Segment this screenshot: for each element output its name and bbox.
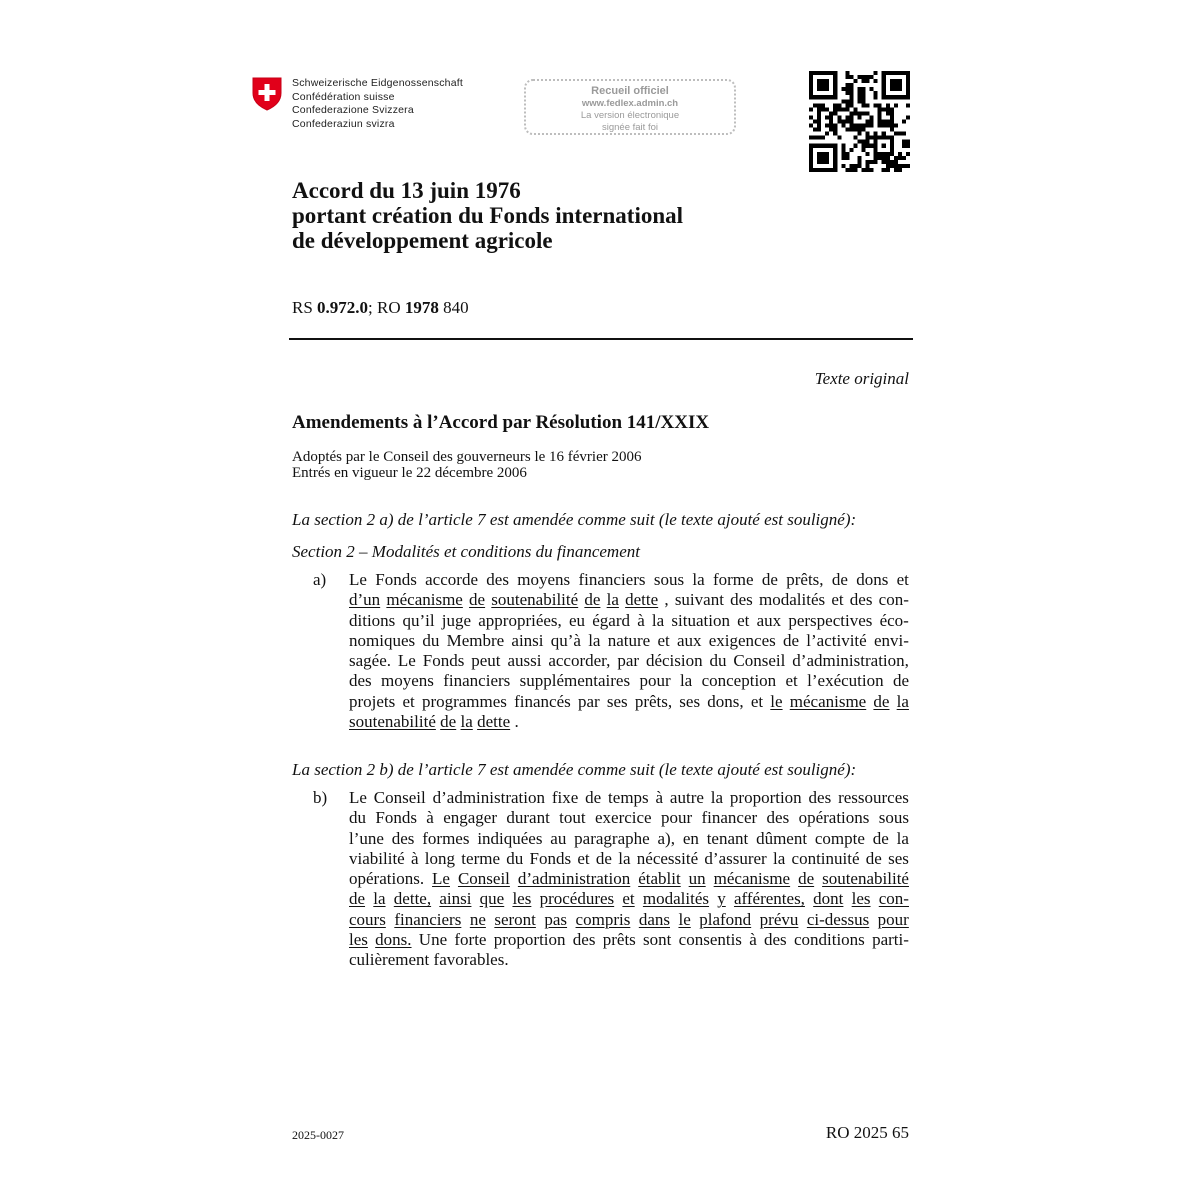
word: d’administration <box>432 788 545 807</box>
underlined-word: d’administration <box>517 869 631 889</box>
word: des <box>391 828 415 848</box>
word: ainsi <box>511 630 544 650</box>
word: qu’il <box>402 610 435 630</box>
word: exercice <box>594 808 652 828</box>
word: et <box>896 570 909 589</box>
underlined-word: prévu <box>759 909 799 929</box>
underlined-word: les <box>851 889 871 909</box>
word: nature <box>607 630 651 650</box>
word: situation <box>671 610 730 630</box>
word: d’assurer <box>704 848 767 868</box>
underlined-word: la <box>896 691 909 711</box>
underlined-word: soutenabilité <box>822 869 909 889</box>
word: des <box>849 590 873 610</box>
word: proportion <box>729 788 802 807</box>
document-number: 2025-0027 <box>292 1128 344 1142</box>
confederation-name-it: Confederazione Svizzera <box>292 104 414 116</box>
paragraph-line <box>349 671 909 691</box>
underlined-word: afférentes, <box>733 889 805 909</box>
word: Le <box>349 788 367 807</box>
word: Fonds <box>422 651 465 671</box>
paragraph-line <box>349 590 909 610</box>
word: la <box>588 630 601 650</box>
word: Fonds <box>375 808 417 828</box>
stamp-line-2: signée fait foi <box>602 122 658 133</box>
word: sagée. <box>349 651 392 671</box>
word: l’une <box>349 828 384 848</box>
underlined-word: mécanisme <box>789 691 867 711</box>
word: envi- <box>873 630 909 650</box>
underlined-word: la <box>373 889 386 909</box>
word: la <box>618 848 631 868</box>
word: de <box>595 848 612 868</box>
underlined-word: plafond <box>699 909 752 929</box>
paragraph-line <box>349 889 909 909</box>
word: continuité <box>791 848 860 868</box>
underlined-word: mécanisme <box>386 590 463 610</box>
word: des <box>730 590 753 610</box>
stamp-url: www.fedlex.admin.ch <box>581 98 679 109</box>
word: et <box>831 590 844 610</box>
word: conception <box>701 671 777 691</box>
word: perspectives <box>788 610 873 630</box>
underlined-word: modalités <box>642 889 710 909</box>
underlined-word: la <box>460 712 473 732</box>
word: la <box>896 828 909 848</box>
word: formes <box>422 828 470 848</box>
word: financiers <box>578 570 646 589</box>
word: à <box>410 848 419 868</box>
underlined-word: compris <box>575 909 631 929</box>
word: prêts, <box>634 691 673 711</box>
underlined-word: de <box>469 590 486 610</box>
word: , <box>664 590 669 610</box>
word: des <box>572 930 596 950</box>
paragraph-line <box>349 692 909 712</box>
underlined-word: dons. <box>375 930 412 950</box>
word: appropriées, <box>478 610 562 630</box>
adoption-info <box>292 449 642 481</box>
word: par <box>577 691 600 711</box>
word: pour <box>660 808 693 828</box>
word: parti- <box>872 930 909 950</box>
underlined-word: dans <box>638 909 670 929</box>
word: dons <box>856 570 889 589</box>
underlined-word: de <box>584 590 601 610</box>
word: l’activité <box>806 630 867 650</box>
rs-number: 0.972.0 <box>317 298 369 317</box>
paragraph-line <box>349 631 909 651</box>
word: eu <box>569 610 586 630</box>
paragraph-line <box>349 910 909 930</box>
collection-references <box>292 298 469 318</box>
underlined-word: seront <box>494 909 536 929</box>
word: la <box>710 788 724 807</box>
word: long <box>424 848 456 868</box>
underlined-word: de <box>440 712 457 732</box>
word: prêts, <box>786 570 824 589</box>
title-line-1: Accord du 13 juin 1976 <box>292 178 521 203</box>
underlined-word: les <box>349 930 368 950</box>
word: engager <box>443 808 498 828</box>
word: et <box>657 630 670 650</box>
word: nécessité <box>636 848 699 868</box>
word: sous <box>653 570 685 589</box>
stamp-title: Recueil officiel <box>591 85 669 97</box>
word: autre <box>669 788 704 807</box>
word: l’exécution <box>807 671 884 691</box>
underlined-word: pas <box>544 909 568 929</box>
page-reference: RO 2025 65 <box>825 1123 909 1142</box>
paragraph-line <box>349 808 909 828</box>
word: financés <box>514 691 571 711</box>
swiss-coat-of-arms-icon <box>252 77 282 111</box>
word: et <box>750 691 764 711</box>
underlined-word: pour <box>877 909 909 929</box>
word: et <box>785 671 798 691</box>
underlined-word: ne <box>469 909 486 929</box>
underlined-word: ci-dessus <box>806 909 870 929</box>
word: accorde <box>425 570 478 589</box>
word: de <box>831 570 848 589</box>
paragraph-line <box>349 829 909 849</box>
underlined-word: de <box>349 889 366 909</box>
word: forme <box>712 570 754 589</box>
word: et <box>737 610 750 630</box>
underlined-word: Conseil <box>457 869 510 889</box>
word: à <box>637 610 645 630</box>
stamp-line-1: La version électronique <box>580 110 680 121</box>
ro-prefix: ; RO <box>368 298 405 317</box>
confederation-name-fr: Confédération suisse <box>292 90 395 103</box>
word: prêts <box>602 930 636 950</box>
word: aux <box>756 610 782 630</box>
word: temps <box>608 788 649 807</box>
underlined-word: que <box>479 889 505 909</box>
ro-page: 840 <box>438 298 469 317</box>
word: du <box>709 651 727 671</box>
word: projets <box>349 691 396 711</box>
paragraph-line <box>349 712 909 732</box>
word: aussi <box>507 651 542 671</box>
word: Conseil <box>373 788 426 807</box>
word: favorables. <box>433 950 509 970</box>
word: des <box>764 930 787 950</box>
word: nomiques <box>349 630 416 650</box>
paragraph-a-label: a) <box>313 570 327 589</box>
word: de <box>892 671 909 691</box>
underlined-word: cours <box>349 909 386 929</box>
word: la <box>692 570 705 589</box>
word: Conseil <box>733 651 786 671</box>
underlined-word: le <box>770 691 783 711</box>
word: financer <box>701 808 758 828</box>
official-collection-stamp <box>524 79 736 135</box>
word: durant <box>506 808 550 828</box>
word: con- <box>878 590 909 610</box>
header-divider <box>289 338 913 340</box>
underlined-word: un <box>688 869 706 889</box>
word: la <box>651 610 665 630</box>
word: du <box>349 808 366 828</box>
word: en <box>682 828 699 848</box>
word: la <box>772 848 786 868</box>
word: d’administration, <box>792 651 909 671</box>
adoption-date: Adoptés par le Conseil des gouverneurs le 16 février 2006 <box>292 449 642 465</box>
underlined-word: ainsi <box>439 889 472 909</box>
word: . <box>514 712 519 732</box>
word: de <box>872 828 889 848</box>
document-title <box>292 178 683 253</box>
word: à <box>655 788 664 807</box>
word: financiers <box>443 671 511 691</box>
underlined-word: de <box>798 869 815 889</box>
word: forte <box>454 930 487 950</box>
word: programmes <box>421 691 507 711</box>
underlined-word: procédures <box>539 889 615 909</box>
underlined-word: dette, <box>393 889 432 909</box>
word: par <box>617 651 640 671</box>
word: du <box>506 848 524 868</box>
word: ses <box>888 848 909 868</box>
paragraph-b-label: b) <box>313 788 328 807</box>
word: dons, <box>707 691 744 711</box>
word: peut <box>471 651 501 671</box>
paragraph-b-text <box>349 788 909 971</box>
underlined-word: mécanisme <box>713 869 791 889</box>
word: fixe <box>551 788 579 807</box>
word: sont <box>643 930 672 950</box>
word: Le <box>397 651 416 671</box>
word: moyens <box>517 570 571 589</box>
word: tenant <box>706 828 749 848</box>
underlined-word: dette <box>477 712 511 732</box>
word: ses <box>679 691 701 711</box>
word: supplémentaires <box>519 671 631 691</box>
word: dûment <box>756 828 808 848</box>
word: tout <box>559 808 586 828</box>
word: conditions <box>793 930 865 950</box>
title-line-2: portant création du Fonds international <box>292 203 684 228</box>
word: accorder, <box>548 651 611 671</box>
word: viabilité <box>349 848 405 868</box>
word: qu’à <box>550 630 581 650</box>
word: terme <box>461 848 500 868</box>
word: paragraphe <box>574 828 650 848</box>
word: décision <box>645 651 703 671</box>
amendment-intro-a: La section 2 a) de l’article 7 est amendée comme suit (le texte ajouté est souligné): <box>292 510 857 529</box>
word: ditions <box>349 610 396 630</box>
word: proportion <box>493 930 566 950</box>
word: opérations <box>798 808 870 828</box>
confederation-name-de: Schweizerische Eidgenossenschaft <box>292 77 463 89</box>
word: modalités <box>759 590 826 610</box>
word: Une <box>418 930 448 950</box>
word: égard <box>592 610 630 630</box>
underlined-word: financiers <box>394 909 462 929</box>
rs-prefix: RS <box>292 298 318 317</box>
underlined-word: dette <box>625 590 659 610</box>
paragraph-line <box>349 869 909 889</box>
word: juge <box>441 610 472 630</box>
underlined-word: de <box>873 691 890 711</box>
paragraph-line <box>349 611 909 631</box>
paragraph-line <box>349 651 909 671</box>
word: a), <box>657 828 675 848</box>
word: du <box>422 630 440 650</box>
word: pour <box>639 671 671 691</box>
section-heading: Section 2 – Modalités et conditions du financement <box>292 542 640 561</box>
title-line-3: de développement agricole <box>292 228 553 253</box>
word: indiquées <box>477 828 543 848</box>
word: de <box>783 630 800 650</box>
word: de <box>761 570 778 589</box>
word: Fonds <box>375 570 417 589</box>
paragraph-line <box>349 950 909 970</box>
original-text-note: Texte original <box>814 369 909 388</box>
paragraph-a-text <box>349 570 909 732</box>
word: éco- <box>879 610 909 630</box>
word: à <box>749 930 757 950</box>
word: Membre <box>446 630 505 650</box>
underlined-word: le <box>678 909 691 929</box>
underlined-word: et <box>622 889 635 909</box>
word: à <box>426 808 434 828</box>
word: au <box>550 828 567 848</box>
amendment-intro-b: La section 2 b) de l’article 7 est amendée comme suit (le texte ajouté est souligné): <box>292 760 857 779</box>
paragraph-line <box>349 849 909 869</box>
confederation-names <box>292 77 463 131</box>
word: ressources <box>838 788 909 807</box>
word: des <box>349 671 372 691</box>
paragraph-line <box>349 788 909 808</box>
underlined-word: dont <box>813 889 844 909</box>
underlined-word: con- <box>878 889 909 909</box>
underlined-word: soutenabilité <box>349 712 436 732</box>
word: exigences <box>708 630 776 650</box>
paragraph-line <box>349 570 909 590</box>
underlined-word: y <box>717 889 726 909</box>
paragraph-line <box>349 930 909 950</box>
qr-code-icon <box>809 71 910 172</box>
underlined-word: soutenabilité <box>491 590 579 610</box>
entry-into-force-date: Entrés en vigueur le 22 décembre 2006 <box>292 465 527 481</box>
word: ses <box>606 691 628 711</box>
word: Le <box>349 570 367 589</box>
word: des <box>486 570 509 589</box>
word: la <box>679 671 693 691</box>
word: sous <box>878 808 909 828</box>
word: aux <box>676 630 702 650</box>
word: des <box>766 808 790 828</box>
word: suivant <box>674 590 724 610</box>
word: de <box>865 848 882 868</box>
amendment-title: Amendements à l’Accord par Résolution 141/XXIX <box>292 412 710 433</box>
word: consentis <box>678 930 742 950</box>
confederation-name-rm: Confederaziun svizra <box>292 117 395 130</box>
underlined-word: d’un <box>349 590 381 610</box>
underlined-word: la <box>606 590 619 610</box>
word: de <box>585 788 602 807</box>
word: Fonds <box>529 848 572 868</box>
word: et <box>577 848 590 868</box>
word: et <box>402 691 415 711</box>
word: opérations. <box>349 869 425 889</box>
word: culièrement <box>349 950 430 970</box>
underlined-word: Le <box>432 869 450 889</box>
word: des <box>808 788 832 807</box>
word: moyens <box>381 671 434 691</box>
ro-year: 1978 <box>404 298 439 317</box>
word: compte <box>814 828 865 848</box>
underlined-word: établit <box>638 869 681 889</box>
underlined-word: les <box>512 889 532 909</box>
